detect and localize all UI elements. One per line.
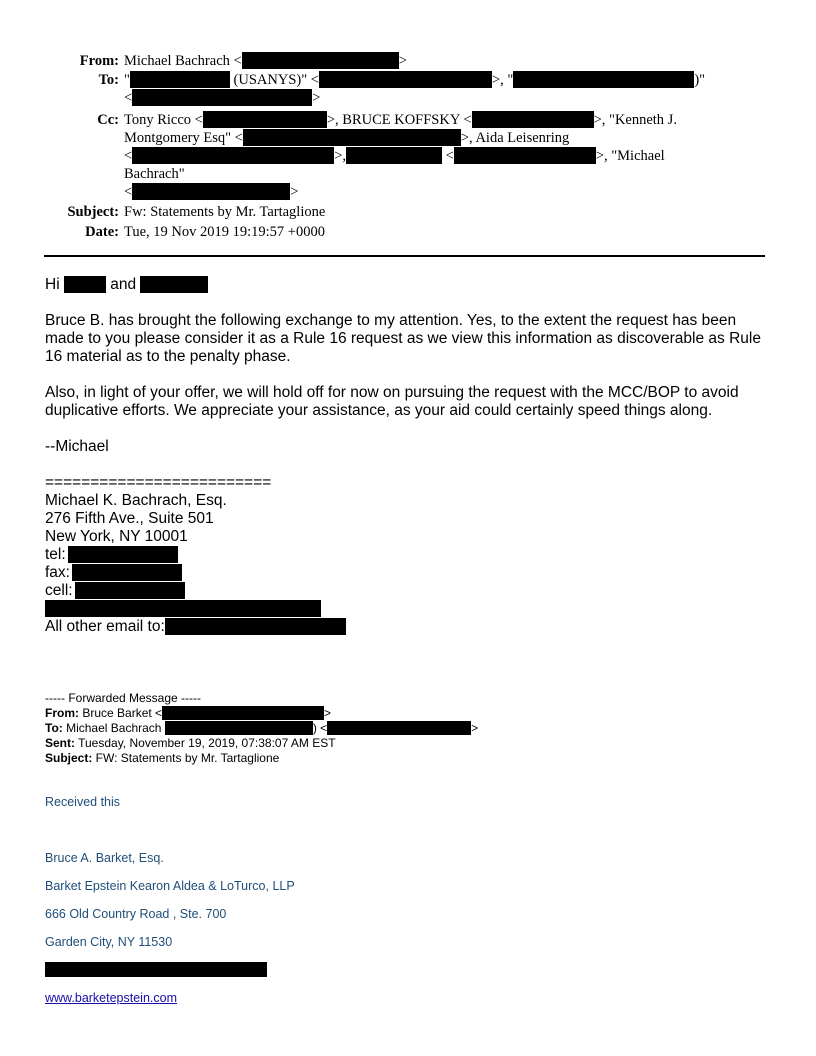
- forwarded-sig-name: Bruce A. Barket, Esq.: [45, 851, 164, 865]
- signature-block: [45, 474, 770, 636]
- redaction-block: [327, 721, 471, 735]
- redaction-block: [132, 89, 312, 106]
- paragraph-2: Also, in light of your offer, we will hold off for now on pursuing the request with the MCC/BOP to avoid duplicative efforts. We appreciate your assistance, as your aid could certainly speed things along.: [45, 384, 739, 419]
- redaction-block: [165, 618, 346, 635]
- redaction-block: [319, 71, 492, 88]
- redaction-block: [68, 546, 178, 563]
- forwarded-sig-address-1: 666 Old Country Road , Ste. 700: [45, 907, 227, 921]
- header-divider: [44, 255, 765, 257]
- redaction-block: [64, 276, 106, 293]
- forwarded-sig-address-2: Garden City, NY 11530: [45, 935, 173, 949]
- date-label: Date:: [85, 224, 119, 240]
- signature-other-email: All other email to:: [45, 618, 770, 636]
- cc-row: Cc: Tony Ricco < >, BRUCE KOFFSKY < >, "Kenneth J. Montgomery Esq" < >, Aida Leisenring < >, < >, "Michael Bachrach" < >: [0, 111, 816, 201]
- redaction-block: [454, 147, 596, 164]
- signature-separator: =========================: [45, 474, 272, 491]
- paragraph-1: Bruce B. has brought the following exchange to my attention. Yes, to the extent the request has been made to you please consider it as a Rule 16 request as we view this information as discoverable as Rule 16 material as to the penalty phase.: [45, 312, 761, 365]
- redaction-block: [513, 71, 694, 88]
- from-name: Michael Bachrach <: [124, 53, 242, 69]
- redaction-block: [75, 582, 185, 599]
- forwarded-subject: Subject: FW: Statements by Mr. Tartaglione: [45, 751, 280, 765]
- redaction-block: [45, 600, 321, 617]
- signature-fax: fax:: [45, 564, 770, 582]
- forwarded-website-line: [45, 991, 177, 1005]
- redaction-block: [132, 147, 334, 164]
- signature-tel: tel:: [45, 546, 770, 564]
- signature-redacted-line: [45, 600, 770, 618]
- redaction-block: [140, 276, 208, 293]
- signature-cell: cell:: [45, 582, 770, 600]
- from-row: From: Michael Bachrach < >: [0, 52, 816, 70]
- redaction-block: [203, 111, 327, 128]
- subject-label: Subject:: [67, 204, 119, 220]
- message-body: [45, 276, 770, 636]
- redaction-block: [346, 147, 442, 164]
- website-link[interactable]: www.barketepstein.com: [45, 991, 178, 1005]
- redaction-block: [242, 52, 399, 69]
- forwarded-to: To: Michael Bachrach ) < >: [45, 721, 479, 735]
- subject-row: [0, 203, 816, 221]
- signature-name: Michael K. Bachrach, Esq.: [45, 492, 227, 509]
- redaction-block: [45, 962, 267, 977]
- to-usanys: (USANYS)" <: [229, 72, 319, 88]
- to-label: To:: [98, 72, 119, 88]
- forwarded-sent: Sent: Tuesday, November 19, 2019, 07:38:07 AM EST: [45, 736, 336, 750]
- redaction-block: [162, 706, 324, 720]
- greeting: Hi and: [45, 276, 770, 294]
- redaction-block: [132, 183, 290, 200]
- redaction-block: [165, 721, 313, 735]
- redaction-block: [72, 564, 182, 581]
- subject-value: Fw: Statements by Mr. Tartaglione: [124, 204, 326, 220]
- forwarded-from: From: Bruce Barket < >: [45, 706, 332, 720]
- email-header: [0, 52, 816, 242]
- from-label: From:: [79, 53, 119, 69]
- redaction-block: [472, 111, 594, 128]
- signoff: --Michael: [45, 438, 109, 455]
- forwarded-sig-firm: Barket Epstein Kearon Aldea & LoTurco, LLP: [45, 879, 295, 893]
- signature-address-1: 276 Fifth Ave., Suite 501: [45, 510, 214, 527]
- date-value: Tue, 19 Nov 2019 19:19:57 +0000: [124, 224, 325, 240]
- redaction-block: [130, 71, 230, 88]
- date-row: [0, 223, 816, 241]
- cc-label: Cc:: [97, 112, 119, 128]
- forwarded-header: [45, 691, 478, 766]
- signature-address-2: New York, NY 10001: [45, 528, 188, 545]
- forwarded-received: Received this: [45, 795, 121, 809]
- forwarded-banner: ----- Forwarded Message -----: [45, 691, 202, 705]
- redaction-block: [243, 129, 461, 146]
- to-row: To: " (USANYS)" < >, " )" < >: [0, 71, 816, 107]
